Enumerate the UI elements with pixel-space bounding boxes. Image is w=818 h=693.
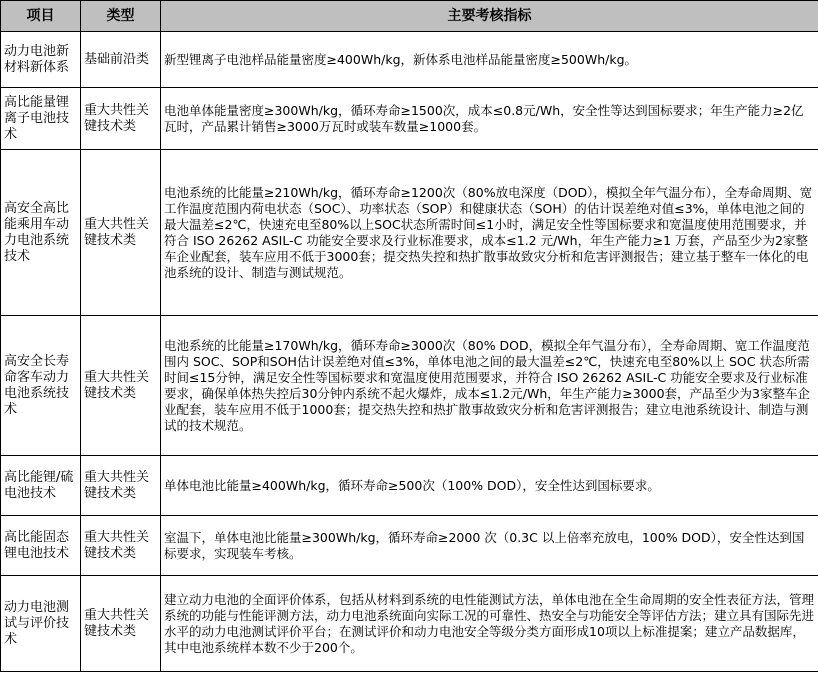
table-row: [1, 150, 818, 316]
table-row: [1, 88, 818, 150]
header-row: [1, 1, 818, 32]
project-name: 高安全长寿命客车动力电池系统技术: [1, 316, 81, 456]
project-type: 重大共性关键技术类: [81, 316, 161, 456]
header-project: 项目: [1, 1, 81, 32]
project-type: 重大共性关键技术类: [81, 150, 161, 316]
project-name: 动力电池新材料新体系: [1, 32, 81, 88]
project-indicators: 新型锂离子电池样品能量密度≥400Wh/kg，新体系电池样品能量密度≥500Wh/kg。: [161, 32, 818, 88]
table-row: [1, 516, 818, 576]
header-indicators: 主要考核指标: [161, 1, 818, 32]
project-name: 高比能固态锂电池技术: [1, 516, 81, 576]
project-type: 重大共性关键技术类: [81, 576, 161, 672]
project-indicators: 电池单体能量密度≥300Wh/kg，循环寿命≥1500次，成本≤0.8元/Wh，安全性等达到国标要求；年生产能力≥2亿瓦时，产品累计销售≥3000万瓦时或装车数量≥1000套。: [161, 88, 818, 150]
project-name: 高安全高比能乘用车动力电池系统技术: [1, 150, 81, 316]
project-type: 重大共性关键技术类: [81, 88, 161, 150]
project-indicators: 电池系统的比能量≥210Wh/kg，循环寿命≥1200次（80%放电深度（DOD），模拟全年气温分布），全寿命周期、宽工作温度范围内荷电状态（SOC）、功率状态（SOP）和健康状态（SOH）的估计误差绝对值≤3%，单体电池之间的最大温差≤2℃，快速充电至80%以上SOC状态所需时间≤1小时，满足安全性等国标要求和宽温度使用范围要求，并符合 ISO 26262 ASIL-C 功能安全要求及行业标准要求，成本≤1.2 元/Wh，年生产能力≥1 万套，产品至少为2家整车企业配套，装车应用不低于3000套；提交热失控和热扩散事故致灾分析和危害评测报告；建立基于整车一体化的电池系统的设计、制造与测试规范。: [161, 150, 818, 316]
table-row: [1, 456, 818, 516]
project-indicators: 室温下，单体电池比能量≥300Wh/kg，循环寿命≥2000 次（0.3C 以上倍率充放电，100% DOD），安全性达到国标要求，实现装车考核。: [161, 516, 818, 576]
project-name: 高比能量锂离子电池技术: [1, 88, 81, 150]
table-row: [1, 576, 818, 672]
project-name: 高比能锂/硫电池技术: [1, 456, 81, 516]
project-type: 基础前沿类: [81, 32, 161, 88]
header-type: 类型: [81, 1, 161, 32]
table-row: [1, 32, 818, 88]
project-type: 重大共性关键技术类: [81, 516, 161, 576]
project-indicators: 建立动力电池的全面评价体系，包括从材料到系统的电性能测试方法，单体电池在全生命周期的安全性表征方法，管理系统的功能与性能评测方法，动力电池系统面向实际工况的可靠性、热安全与功能安全等评估方法；建立具有国际先进水平的动力电池测试评价平台；在测试评价和动力电池安全等级分类方面形成10项以上标准提案；建立产品数据库，其中电池系统样本数不少于200个。: [161, 576, 818, 672]
project-indicators: 电池系统的比能量≥170Wh/kg，循环寿命≥3000次（80% DOD，模拟全年气温分布），全寿命周期、宽工作温度范围内 SOC、SOP和SOH估计误差绝对值≤3%，单体电池之间的最大温差≤2℃，快速充电至80%以上 SOC 状态所需时间≤15分钟，满足安全性等国标要求和宽温度使用范围要求，并符合 ISO 26262 ASIL-C 功能安全要求及行业标准要求，确保单体热失控后30分钟内系统不起火爆炸，成本≤1.2元/Wh，年生产能力≥3000套，产品至少为3家整车企业配套，装车应用不低于1000套；提交热失控和热扩散事故致灾分析和危害评测报告；建立电池系统设计、制造与测试的技术规范。: [161, 316, 818, 456]
project-type: 重大共性关键技术类: [81, 456, 161, 516]
table-row: [1, 316, 818, 456]
project-name: 动力电池测试与评价技术: [1, 576, 81, 672]
project-indicators: 单体电池比能量≥400Wh/kg，循环寿命≥500次（100% DOD），安全性达到国标要求。: [161, 456, 818, 516]
